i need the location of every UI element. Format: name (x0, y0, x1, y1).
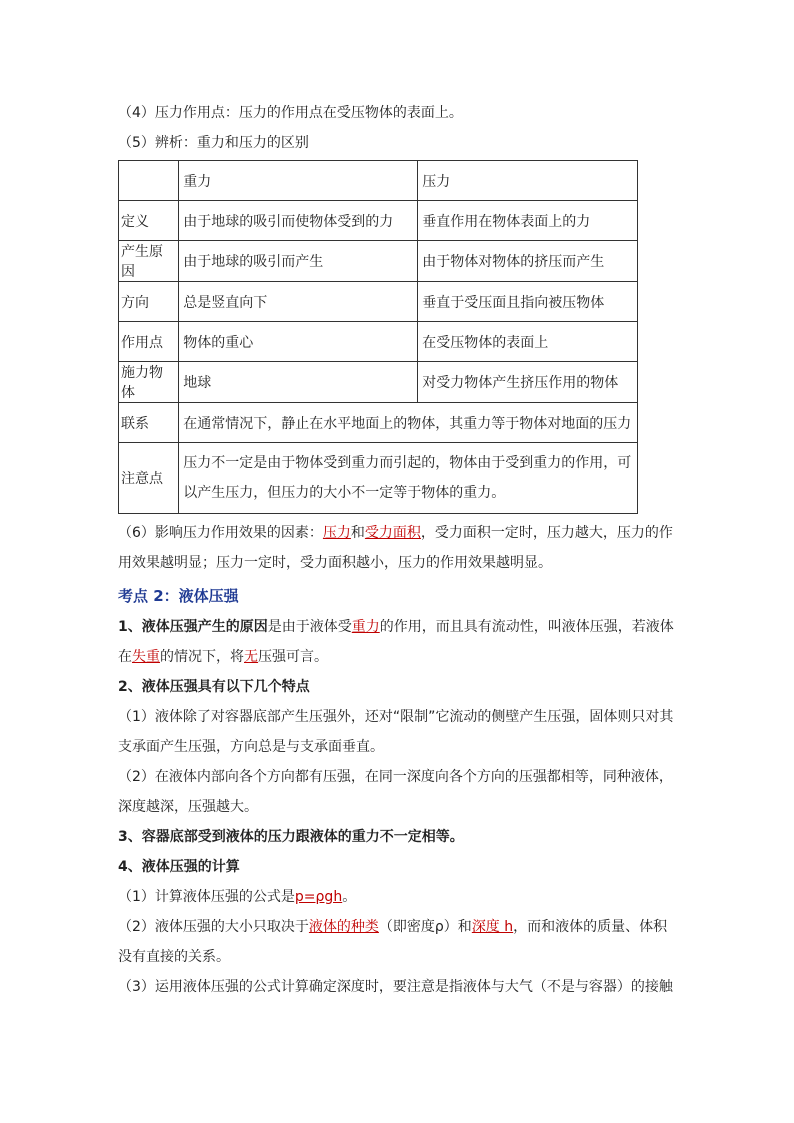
s4p1-post: 。 (342, 889, 357, 905)
section2-item-4-title: 4、液体压强的计算 (118, 859, 240, 875)
table-row-relation (119, 403, 638, 443)
s1-underline-weightless: 失重 (132, 649, 160, 665)
p6-pre: （6）影响压力作用效果的因素： (118, 525, 323, 541)
section2-item-2-p2: （2）在液体内部向各个方向都有压强，在同一深度向各个方向的压强都相等，同种液体，深度越深，压强越大。 (118, 769, 673, 815)
s4p2-mid: （即密度ρ）和 (378, 919, 472, 935)
s4p2-underline-kind: 液体的种类 (308, 919, 379, 935)
table-cell: 在受压物体的表面上 (418, 322, 638, 362)
s1-t3: 的情况下，将 (160, 649, 244, 665)
table-cell: 由于地球的吸引而产生 (179, 241, 418, 282)
section2-item-1 (118, 612, 678, 672)
table-cell: 物体的重心 (179, 322, 418, 362)
table-header-cell: 压力 (418, 161, 638, 201)
s4p1-pre: （1）计算液体压强的公式是 (118, 889, 295, 905)
p6-mid: 和 (350, 525, 365, 541)
s1-t4: 压强可言。 (258, 649, 328, 665)
s4p1-formula: p=ρgh (294, 889, 343, 905)
table-header-cell (119, 161, 179, 201)
s1-underline-gravity: 重力 (351, 619, 380, 635)
item-p4: （4）压力作用点：压力的作用点在受压物体的表面上。 (118, 105, 463, 121)
s1-t1: 是由于液体受 (267, 619, 352, 635)
table-cell: 地球 (179, 362, 418, 403)
table-row (119, 322, 638, 362)
comparison-table (118, 160, 638, 514)
section2-item-4-p3: （3）运用液体压强的公式计算确定深度时，要注意是指液体与大气（不是与容器）的接触 (118, 979, 673, 995)
section2-item-2-p1: （1）液体除了对容器底部产生压强外，还对“限制”它流动的侧壁产生压强，固体则只对其支承面产生压强，方向总是与支承面垂直。 (118, 709, 674, 755)
section2-item-2-title: 2、液体压强具有以下几个特点 (118, 679, 310, 695)
section2-item-3-title: 3、容器底部受到液体的压力跟液体的重力不一定相等。 (118, 829, 464, 845)
table-cell: 作用点 (119, 322, 179, 362)
table-cell: 方向 (119, 282, 179, 322)
relation-label: 联系 (119, 403, 179, 443)
table-header-row (119, 161, 638, 201)
note-cell (179, 443, 638, 514)
table-cell: 定义 (119, 201, 179, 241)
table-cell: 施力物体 (119, 362, 179, 403)
table-header-cell: 重力 (179, 161, 418, 201)
s4p2-underline-depth: 深度 h (471, 919, 514, 935)
section2-item-4-p1 (118, 882, 678, 912)
table-cell: 产生原因 (119, 241, 179, 282)
table-row-note (119, 443, 638, 514)
section2-item-4-p2 (118, 912, 678, 972)
s4p2-pre: （2）液体压强的大小只取决于 (118, 919, 309, 935)
table-row (119, 282, 638, 322)
table-cell: 由于地球的吸引而使物体受到的力 (179, 201, 418, 241)
note-label: 注意点 (119, 443, 179, 514)
p6-underline-pressure: 压力 (322, 525, 351, 541)
table-row (119, 362, 638, 403)
p6-post: ，受力面积一定时，压力越大，压力的作用效果越明显；压力一定时，受力面积越小，压力的作用效果越明显。 (118, 525, 673, 571)
document-page (118, 96, 678, 1002)
s4p2-post: ，而和液体的质量、体积没有直接的关系。 (118, 919, 668, 965)
note-text: 压力不一定是由于物体受到重力而引起的，物体由于受到重力的作用，可以产生压力，但压力的大小不一定等于物体的重力。 (183, 455, 632, 501)
s1-bold: 1、液体压强产生的原因 (118, 619, 268, 635)
item-p5: （5）辨析：重力和压力的区别 (118, 135, 309, 151)
table-cell: 对受力物体产生挤压作用的物体 (418, 362, 638, 403)
table-cell: 由于物体对物体的挤压而产生 (418, 241, 638, 282)
relation-text: 在通常情况下，静止在水平地面上的物体，其重力等于物体对地面的压力 (179, 403, 638, 443)
item-p6 (118, 518, 678, 578)
table-cell: 总是竖直向下 (179, 282, 418, 322)
s1-t2: 的作用，而且具有流动性，叫液体压强，若液体在 (118, 619, 674, 665)
section-heading: 考点 2：液体压强 (118, 587, 239, 605)
table-row (119, 241, 638, 282)
table-row (119, 201, 638, 241)
s1-underline-none: 无 (244, 649, 258, 665)
p6-underline-area: 受力面积 (364, 525, 421, 541)
table-cell: 垂直作用在物体表面上的力 (418, 201, 638, 241)
table-cell: 垂直于受压面且指向被压物体 (418, 282, 638, 322)
